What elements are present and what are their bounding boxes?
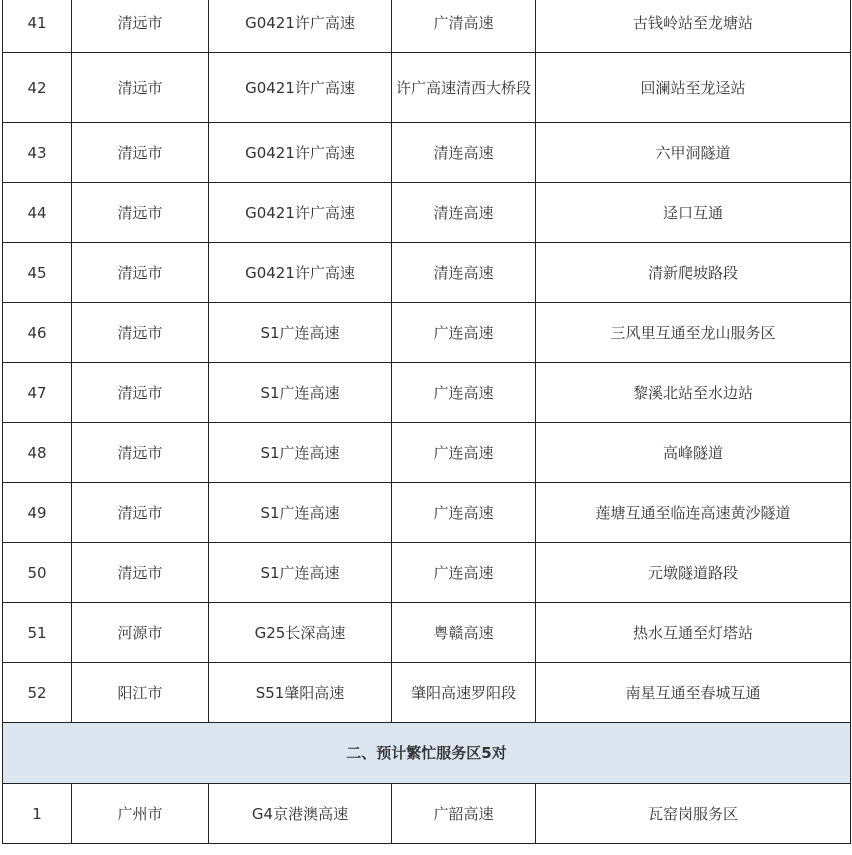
cell-no: 49 (3, 483, 72, 543)
cell-location: 回澜站至龙迳站 (536, 53, 851, 123)
cell-city: 清远市 (72, 183, 209, 243)
cell-city: 阳江市 (72, 663, 209, 723)
cell-segment: 广连高速 (392, 363, 536, 423)
cell-city: 河源市 (72, 603, 209, 663)
cell-segment: 许广高速清西大桥段 (392, 53, 536, 123)
table-row (3, 663, 851, 723)
cell-highway: G0421许广高速 (209, 123, 392, 183)
cell-city: 清远市 (72, 483, 209, 543)
cell-city: 广州市 (72, 784, 209, 844)
cell-no: 46 (3, 303, 72, 363)
cell-segment: 广连高速 (392, 423, 536, 483)
cell-segment: 清连高速 (392, 243, 536, 303)
cell-segment: 清连高速 (392, 123, 536, 183)
cell-location: 瓦窑岗服务区 (536, 784, 851, 844)
cell-city: 清远市 (72, 123, 209, 183)
cell-city: 清远市 (72, 53, 209, 123)
table-body (3, 0, 851, 844)
cell-highway: S51肇阳高速 (209, 663, 392, 723)
cell-location: 黎溪北站至水边站 (536, 363, 851, 423)
cell-no: 45 (3, 243, 72, 303)
cell-segment: 广连高速 (392, 543, 536, 603)
cell-segment: 广连高速 (392, 483, 536, 543)
cell-city: 清远市 (72, 303, 209, 363)
cell-no: 1 (3, 784, 72, 844)
cell-highway: S1广连高速 (209, 423, 392, 483)
cell-no: 50 (3, 543, 72, 603)
table-row (3, 303, 851, 363)
cell-no: 51 (3, 603, 72, 663)
cell-highway: S1广连高速 (209, 543, 392, 603)
cell-no: 41 (3, 0, 72, 53)
cell-location: 六甲洞隧道 (536, 123, 851, 183)
cell-no: 48 (3, 423, 72, 483)
cell-location: 热水互通至灯塔站 (536, 603, 851, 663)
cell-location: 高峰隧道 (536, 423, 851, 483)
cell-highway: G0421许广高速 (209, 0, 392, 53)
cell-highway: S1广连高速 (209, 303, 392, 363)
cell-no: 42 (3, 53, 72, 123)
table-row (3, 423, 851, 483)
cell-segment: 肇阳高速罗阳段 (392, 663, 536, 723)
table-row (3, 363, 851, 423)
table-row (3, 543, 851, 603)
cell-location: 清新爬坡路段 (536, 243, 851, 303)
table-row (3, 0, 851, 53)
table-row (3, 123, 851, 183)
cell-highway: G0421许广高速 (209, 53, 392, 123)
cell-location: 迳口互通 (536, 183, 851, 243)
cell-city: 清远市 (72, 423, 209, 483)
cell-location: 三风里互通至龙山服务区 (536, 303, 851, 363)
cell-city: 清远市 (72, 363, 209, 423)
cell-highway: G0421许广高速 (209, 183, 392, 243)
cell-segment: 清连高速 (392, 183, 536, 243)
congestion-table (2, 0, 851, 844)
table-row (3, 784, 851, 844)
section-header-row (3, 723, 851, 784)
table-row (3, 53, 851, 123)
cell-city: 清远市 (72, 243, 209, 303)
table-row (3, 603, 851, 663)
table-row (3, 483, 851, 543)
cell-location: 莲塘互通至临连高速黄沙隧道 (536, 483, 851, 543)
cell-location: 元墩隧道路段 (536, 543, 851, 603)
cell-city: 清远市 (72, 543, 209, 603)
cell-segment: 粤赣高速 (392, 603, 536, 663)
cell-segment: 广连高速 (392, 303, 536, 363)
cell-city: 清远市 (72, 0, 209, 53)
cell-no: 52 (3, 663, 72, 723)
cell-highway: G25长深高速 (209, 603, 392, 663)
section-title: 二、预计繁忙服务区5对 (3, 723, 851, 784)
cell-segment: 广韶高速 (392, 784, 536, 844)
cell-highway: S1广连高速 (209, 483, 392, 543)
table-row (3, 183, 851, 243)
cell-highway: G0421许广高速 (209, 243, 392, 303)
cell-no: 43 (3, 123, 72, 183)
cell-no: 47 (3, 363, 72, 423)
cell-location: 南星互通至春城互通 (536, 663, 851, 723)
cell-no: 44 (3, 183, 72, 243)
cell-highway: G4京港澳高速 (209, 784, 392, 844)
table-row (3, 243, 851, 303)
cell-segment: 广清高速 (392, 0, 536, 53)
cell-location: 古钱岭站至龙塘站 (536, 0, 851, 53)
cell-highway: S1广连高速 (209, 363, 392, 423)
